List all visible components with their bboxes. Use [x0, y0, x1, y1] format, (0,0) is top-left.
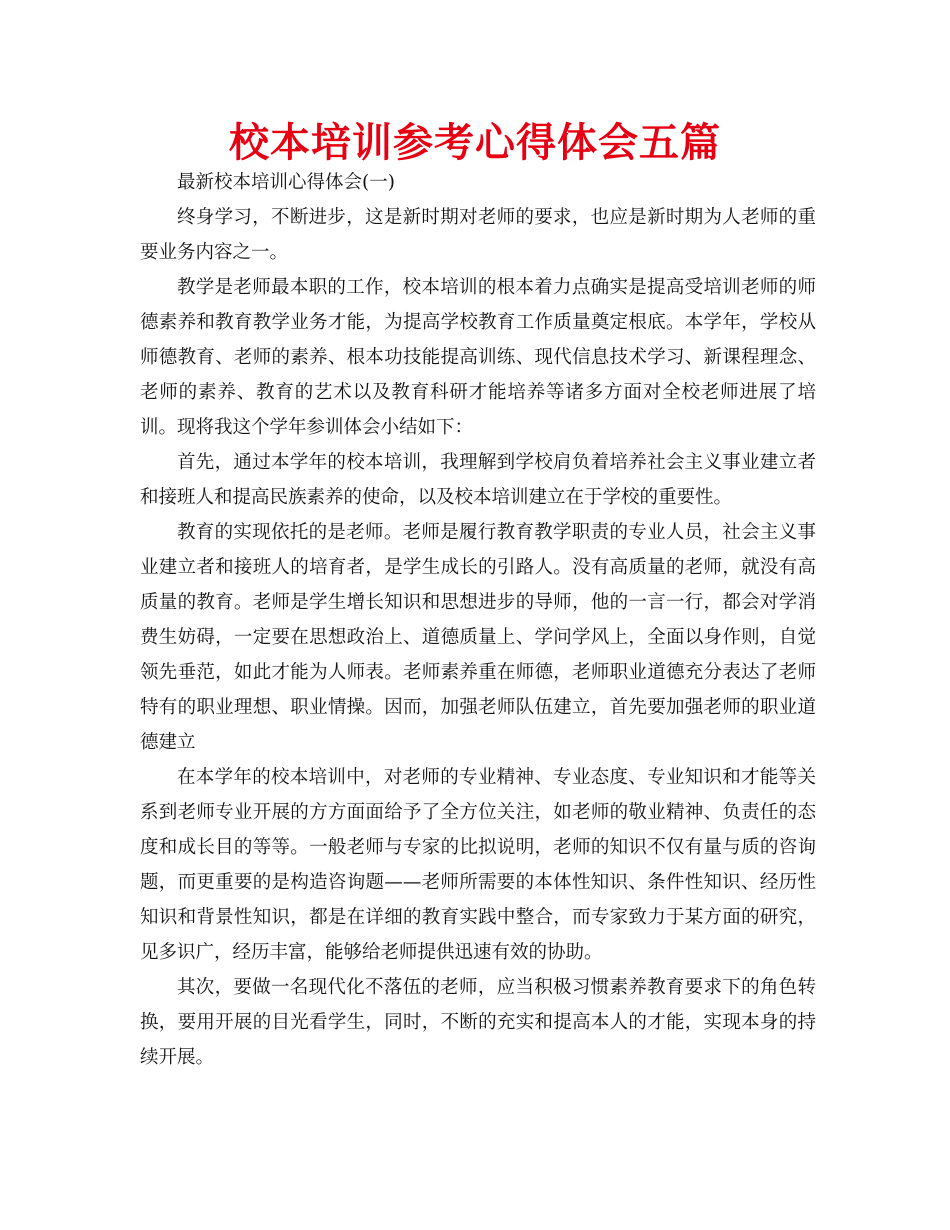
body-paragraph: 教学是老师最本职的工作，校本培训的根本着力点确实是提高受培训老师的师德素养和教育教学业务才能，为提高学校教育工作质量奠定根底。本学年，学校从师德教育、老师的素养、根本功技能提高训练、现代信息技术学习、新课程理念、老师的素养、教育的艺术以及教育科研才能培养等诸多方面对全校老师进展了培训。现将我这个学年参训体会小结如下： [140, 277, 816, 438]
body-paragraph: 终身学习，不断进步，这是新时期对老师的要求，也应是新时期为人老师的重要业务内容之一。 [140, 207, 816, 263]
body-paragraph: 首先，通过本学年的校本培训，我理解到学校肩负着培养社会主义事业建立者和接班人和提高民族素养的使命，以及校本培训建立在于学校的重要性。 [140, 452, 816, 508]
body-paragraph: 教育的实现依托的是老师。老师是履行教育教学职责的专业人员，社会主义事业建立者和接班人的培育者，是学生成长的引路人。没有高质量的老师，就没有高质量的教育。老师是学生增长知识和思想进步的导师，他的一言一行，都会对学消费生妨碍，一定要在思想政治上、道德质量上、学问学风上，全面以身作则，自觉领先垂范，如此才能为人师表。老师素养重在师德，老师职业道德充分表达了老师特有的职业理想、职业情操。因而，加强老师队伍建立，首先要加强老师的职业道德建立 [140, 522, 816, 753]
subtitle-paragraph: 最新校本培训心得体会(一) [177, 172, 395, 193]
document-title: 校本培训参考心得体会五篇 [229, 120, 721, 166]
body-paragraph: 其次，要做一名现代化不落伍的老师，应当积极习惯素养教育要求下的角色转换，要用开展的目光看学生，同时，不断的充实和提高本人的才能，实现本身的持续开展。 [140, 977, 816, 1068]
document-body [140, 165, 816, 1075]
body-paragraph: 在本学年的校本培训中，对老师的专业精神、专业态度、专业知识和才能等关系到老师专业开展的方方面面给予了全方位关注，如老师的敬业精神、负责任的态度和成长目的等等。一般老师与专家的比拟说明，老师的知识不仅有量与质的咨询题，而更重要的是构造咨询题——老师所需要的本体性知识、条件性知识、经历性知识和背景性知识，都是在详细的教育实践中整合，而专家致力于某方面的研究，见多识广，经历丰富，能够给老师提供迅速有效的协助。 [140, 767, 816, 963]
